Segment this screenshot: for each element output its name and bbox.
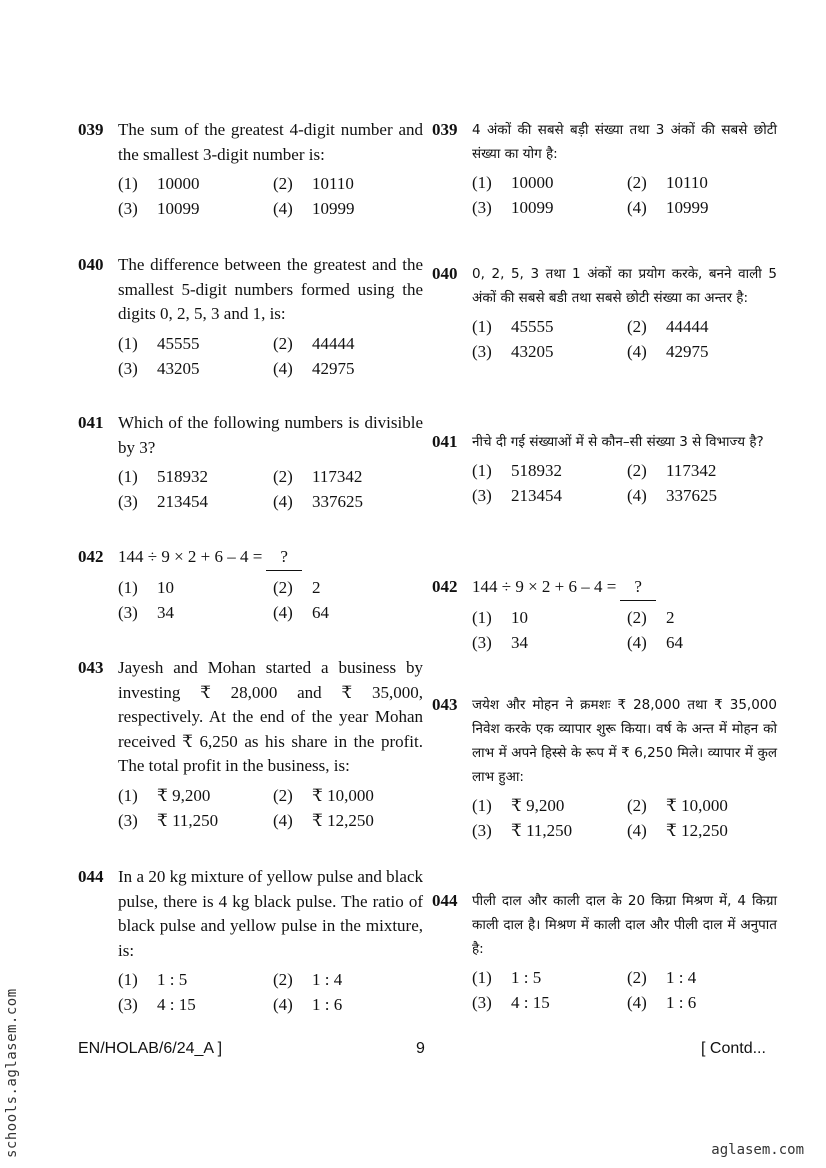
answer-blank: ?	[266, 545, 302, 571]
option-value: 1 : 6	[666, 993, 697, 1012]
option-label: (3)	[118, 995, 138, 1014]
option-label: (2)	[627, 968, 647, 987]
option-value: 10	[511, 607, 528, 627]
option-1	[472, 966, 627, 990]
answer-blank: ?	[620, 575, 656, 601]
option-4	[273, 197, 423, 221]
option-1	[118, 968, 273, 992]
option-label: (3)	[472, 821, 492, 840]
option-label: (2)	[627, 317, 647, 336]
option-value: 117342	[312, 467, 363, 486]
option-value: 34	[157, 602, 174, 622]
option-4	[627, 819, 777, 843]
option-value: ₹ 12,250	[312, 810, 374, 830]
option-1	[472, 315, 627, 339]
question-text: Which of the following numbers is divisible by 3?	[118, 413, 423, 457]
option-value: 4 : 15	[511, 993, 550, 1012]
option-label: (4)	[273, 358, 293, 378]
side-watermark: schools.aglasem.com	[4, 988, 20, 1158]
question-text: The difference between the greatest and the smallest 5-digit numbers formed using the digits 0, 2, 5, 3 and 1, is:	[118, 255, 423, 323]
options	[118, 172, 423, 221]
option-1	[472, 171, 627, 195]
option-1	[118, 784, 273, 808]
option-value: ₹ 12,250	[666, 821, 728, 840]
option-label: (3)	[472, 993, 492, 1012]
question-number: 041	[432, 432, 458, 451]
question-number: 044	[432, 891, 458, 910]
option-2	[273, 465, 423, 489]
option-value: ₹ 11,250	[511, 821, 573, 840]
option-label: (1)	[118, 785, 138, 805]
option-3	[472, 631, 627, 655]
options	[118, 968, 423, 1017]
options	[472, 171, 777, 220]
option-2	[273, 576, 423, 600]
option-label: (1)	[118, 174, 138, 193]
question-043-hi	[432, 693, 777, 843]
option-value: 2	[666, 607, 675, 627]
option-label: (4)	[273, 199, 293, 218]
option-3	[118, 357, 273, 381]
options	[472, 315, 777, 364]
option-label: (3)	[118, 199, 138, 218]
option-4	[273, 357, 423, 381]
option-4	[273, 809, 423, 833]
option-label: (2)	[627, 607, 647, 627]
option-1	[118, 465, 273, 489]
option-label: (4)	[627, 632, 647, 652]
option-value: 34	[511, 632, 528, 652]
options	[472, 606, 777, 655]
option-1	[472, 794, 627, 818]
option-3	[472, 196, 627, 220]
option-value: 10110	[666, 173, 708, 192]
option-2	[627, 171, 777, 195]
option-value: 64	[666, 632, 683, 652]
option-value: 45555	[511, 317, 554, 336]
option-label: (3)	[118, 492, 138, 511]
bottom-watermark: aglasem.com	[711, 1142, 804, 1158]
question-text: पीली दाल और काली दाल के 20 किग्रा मिश्रण में, 4 किग्रा काली दाल है। मिश्रण में काली दाल और पीली दाल में अनुपात है:	[472, 893, 777, 957]
option-value: 1 : 5	[157, 970, 188, 989]
question-number: 042	[78, 547, 104, 566]
option-label: (3)	[118, 358, 138, 378]
options	[118, 784, 423, 833]
option-2	[627, 606, 777, 630]
option-2	[273, 332, 423, 356]
option-label: (4)	[627, 486, 647, 505]
option-label: (2)	[273, 467, 293, 486]
question-number: 039	[432, 120, 458, 139]
options	[118, 332, 423, 381]
option-value: 45555	[157, 333, 200, 353]
option-label: (4)	[627, 342, 647, 361]
option-value: 337625	[666, 486, 717, 505]
equation: 144 ÷ 9 × 2 + 6 – 4 =	[472, 577, 617, 596]
option-label: (2)	[273, 577, 293, 597]
option-4	[627, 991, 777, 1015]
option-3	[118, 490, 273, 514]
question-039-en	[78, 118, 423, 221]
option-3	[472, 819, 627, 843]
option-label: (2)	[627, 461, 647, 480]
question-text: जयेश और मोहन ने क्रमशः ₹ 28,000 तथा ₹ 35,000 निवेश करके एक व्यापार शुरू किया। वर्ष के अन्त में मोहन को लाभ में अपने हिस्से के रूप में ₹ 6,250 मिले। व्यापार में कुल लाभ हुआ:	[472, 697, 777, 785]
question-text: Jayesh and Mohan started a business by investing ₹ 28,000 and ₹ 35,000, respectively. At the end of the year Mohan received ₹ 6,250 as his share in the profit. The total profit in the business, is:	[118, 658, 423, 775]
option-label: (1)	[118, 333, 138, 353]
option-value: ₹ 10,000	[666, 796, 728, 815]
option-4	[273, 601, 423, 625]
option-value: 10999	[666, 198, 709, 217]
options	[118, 576, 423, 625]
option-value: 42975	[666, 342, 709, 361]
option-label: (3)	[472, 342, 492, 361]
option-value: 10110	[312, 174, 354, 193]
option-4	[273, 993, 423, 1017]
option-value: 64	[312, 602, 329, 622]
option-label: (2)	[273, 785, 293, 805]
option-1	[118, 172, 273, 196]
option-label: (2)	[273, 970, 293, 989]
option-2	[273, 968, 423, 992]
option-3	[118, 809, 273, 833]
option-value: 213454	[511, 486, 562, 505]
option-value: 43205	[511, 342, 554, 361]
option-label: (2)	[627, 796, 647, 815]
question-text: In a 20 kg mixture of yellow pulse and black pulse, there is 4 kg black pulse. The ratio of black pulse and yellow pulse in the mixture, is:	[118, 867, 423, 960]
option-2	[273, 784, 423, 808]
option-3	[118, 601, 273, 625]
question-number: 042	[432, 577, 458, 596]
option-label: (4)	[273, 492, 293, 511]
option-4	[627, 631, 777, 655]
option-value: 213454	[157, 492, 208, 511]
question-text: नीचे दी गई संख्याओं में से कौन–सी संख्या 3 से विभाज्य है?	[472, 434, 764, 450]
option-label: (1)	[472, 968, 492, 987]
option-1	[118, 576, 273, 600]
option-value: 1 : 5	[511, 968, 542, 987]
option-label: (3)	[472, 632, 492, 652]
question-text: The sum of the greatest 4-digit number and the smallest 3-digit number is:	[118, 120, 423, 164]
option-3	[118, 993, 273, 1017]
question-044-en	[78, 865, 423, 1017]
option-value: 2	[312, 577, 321, 597]
question-number: 041	[78, 413, 104, 432]
option-value: ₹ 9,200	[157, 785, 211, 805]
question-number: 043	[432, 695, 458, 714]
option-3	[472, 340, 627, 364]
option-label: (1)	[118, 577, 138, 597]
question-text	[118, 545, 423, 571]
option-label: (1)	[472, 607, 492, 627]
option-label: (3)	[472, 198, 492, 217]
option-value: ₹ 9,200	[511, 796, 565, 815]
option-value: 43205	[157, 358, 200, 378]
paper-code: EN/HOLAB/6/24_A ]	[78, 1040, 223, 1057]
option-1	[472, 606, 627, 630]
equation: 144 ÷ 9 × 2 + 6 – 4 =	[118, 547, 263, 566]
option-label: (1)	[118, 467, 138, 486]
option-label: (1)	[472, 317, 492, 336]
options	[472, 966, 777, 1015]
option-value: 10000	[511, 173, 554, 192]
option-value: 1 : 4	[312, 970, 343, 989]
question-number: 044	[78, 867, 104, 886]
option-2	[627, 315, 777, 339]
option-value: 117342	[666, 461, 717, 480]
option-value: 10	[157, 577, 174, 597]
question-041-en	[78, 411, 423, 514]
option-label: (4)	[627, 821, 647, 840]
option-value: 10000	[157, 174, 200, 193]
options	[118, 465, 423, 514]
option-label: (2)	[627, 173, 647, 192]
option-value: 337625	[312, 492, 363, 511]
question-044-hi	[432, 889, 777, 1015]
option-label: (1)	[118, 970, 138, 989]
option-value: 1 : 6	[312, 995, 343, 1014]
option-label: (1)	[472, 173, 492, 192]
option-3	[472, 484, 627, 508]
option-label: (4)	[627, 198, 647, 217]
option-value: 42975	[312, 358, 355, 378]
option-value: 10099	[157, 199, 200, 218]
option-label: (4)	[273, 602, 293, 622]
option-4	[627, 484, 777, 508]
option-4	[273, 490, 423, 514]
question-number: 040	[78, 255, 104, 274]
question-043-en	[78, 656, 423, 833]
option-value: ₹ 11,250	[157, 810, 219, 830]
option-value: 10999	[312, 199, 355, 218]
option-label: (2)	[273, 333, 293, 353]
question-number: 040	[432, 264, 458, 283]
option-2	[627, 794, 777, 818]
question-039-hi	[432, 118, 777, 220]
option-label: (1)	[472, 796, 492, 815]
option-label: (2)	[273, 174, 293, 193]
option-1	[118, 332, 273, 356]
option-4	[627, 340, 777, 364]
option-label: (4)	[627, 993, 647, 1012]
option-4	[627, 196, 777, 220]
question-text: 4 अंकों की सबसे बड़ी संख्या तथा 3 अंकों की सबसे छोटी संख्या का योग है:	[472, 122, 777, 162]
option-2	[273, 172, 423, 196]
options	[472, 794, 777, 843]
option-value: 44444	[312, 333, 355, 353]
option-value: 44444	[666, 317, 709, 336]
option-label: (1)	[472, 461, 492, 480]
question-number: 043	[78, 658, 104, 677]
option-label: (4)	[273, 810, 293, 830]
option-value: ₹ 10,000	[312, 785, 374, 805]
option-value: 518932	[511, 461, 562, 480]
option-3	[118, 197, 273, 221]
option-value: 10099	[511, 198, 554, 217]
option-value: 518932	[157, 467, 208, 486]
option-value: 4 : 15	[157, 995, 196, 1014]
option-1	[472, 459, 627, 483]
option-2	[627, 459, 777, 483]
option-label: (3)	[118, 602, 138, 622]
option-3	[472, 991, 627, 1015]
option-label: (3)	[472, 486, 492, 505]
contd-label: [ Contd...	[701, 1040, 766, 1057]
option-label: (4)	[273, 995, 293, 1014]
option-value: 1 : 4	[666, 968, 697, 987]
page-number: 9	[416, 1040, 425, 1057]
question-042-hi	[432, 575, 777, 655]
question-number: 039	[78, 120, 104, 139]
options	[472, 459, 777, 508]
question-text: 0, 2, 5, 3 तथा 1 अंकों का प्रयोग करके, बनने वाली 5 अंकों की सबसे बडी तथा सबसे छोटी संख्या का अन्तर है:	[472, 266, 777, 306]
option-2	[627, 966, 777, 990]
question-text	[472, 575, 777, 601]
option-label: (3)	[118, 810, 138, 830]
question-040-hi	[432, 262, 777, 364]
question-041-hi	[432, 430, 777, 508]
question-040-en	[78, 253, 423, 381]
question-042-en	[78, 545, 423, 625]
